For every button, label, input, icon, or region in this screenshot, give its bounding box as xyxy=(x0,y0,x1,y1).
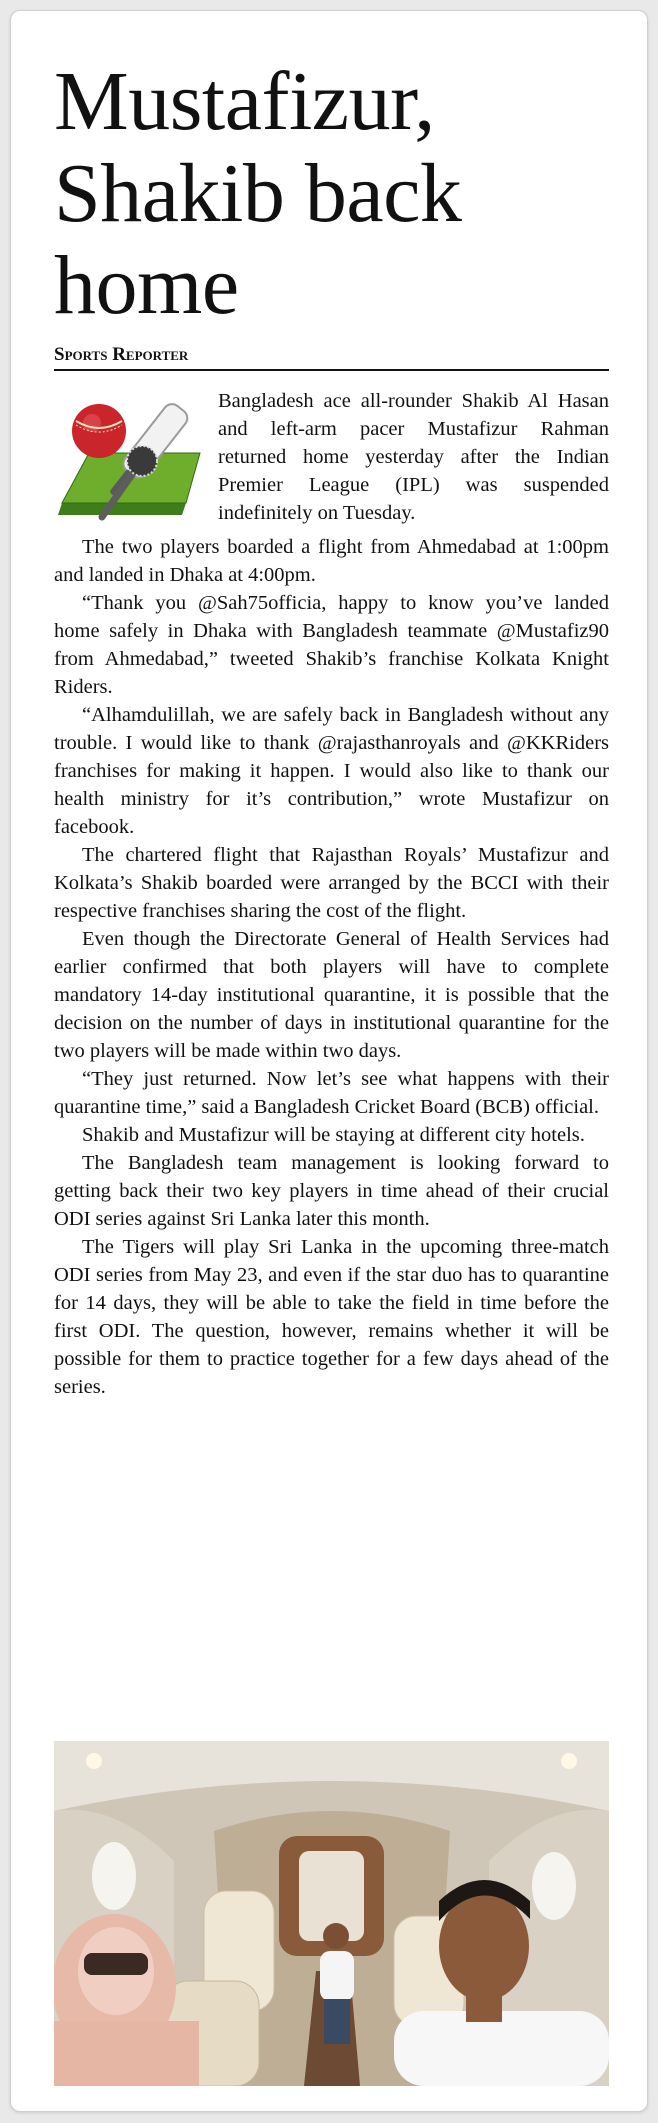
paragraph: Even though the Directorate General of Health Services had earlier confirmed that both players will have to complete mandatory 14-day institutional quarantine, it is possible that the decision on the number of days in institutional quarantine for the two players will be made within two days. xyxy=(54,928,609,1062)
paragraph: Shakib and Mustafizur will be staying at different city hotels. xyxy=(82,1124,585,1146)
lead-block xyxy=(54,387,609,533)
cricket-ball-bat-microphone-icon xyxy=(54,391,204,529)
paragraph: The chartered flight that Rajasthan Royals’ Mustafizur and Kolkata’s Shakib boarded were arranged by the BCCI with their respective franchises sharing the cost of the flight. xyxy=(54,844,609,922)
paragraph: The Tigers will play Sri Lanka in the upcoming three-match ODI series from May 23, and even if the star duo has to quarantine for 14 days, they will be able to take the field in time before the first ODI. The question, however, remains whether it will be possible for them to practice together for a few days ahead of the series. xyxy=(54,1236,609,1398)
article-page xyxy=(10,10,648,2112)
paragraph-lead: Bangladesh ace all-rounder Shakib Al Hasan and left-arm pacer Mustafizur Rahman returned home yesterday after the Indian Premier League (IPL) was suspended indefinitely on Tuesday. xyxy=(218,390,609,524)
paragraph: “Thank you @Sah75officia, happy to know you’ve landed home safely in Dhaka with Bangladesh teammate @Mustafiz90 from Ahmedabad,” tweeted Shakib’s franchise Kolkata Knight Riders. xyxy=(54,592,609,698)
paragraph: “Alhamdulillah, we are safely back in Bangladesh without any trouble. I would like to thank @rajasthanroyals and @KKRiders franchises for making it happen. I would also like to thank our health ministry for it’s contribution,” wrote Mustafizur on facebook. xyxy=(54,704,609,838)
headline: Mustafizur, Shakib back home xyxy=(54,55,462,332)
paragraph: “They just returned. Now let’s see what happens with their quarantine time,” said a Bangladesh Cricket Board (BCB) official. xyxy=(54,1068,609,1118)
byline: Sports Reporter xyxy=(54,344,609,371)
paragraph: The Bangladesh team management is looking forward to getting back their two key players in time ahead of their crucial ODI series against Sri Lanka later this month. xyxy=(54,1152,609,1230)
article-body xyxy=(54,387,609,1401)
article-column xyxy=(54,56,609,1401)
paragraph: The two players boarded a flight from Ahmedabad at 1:00pm and landed in Dhaka at 4:00pm. xyxy=(54,536,609,586)
article-photo xyxy=(54,1741,609,2086)
